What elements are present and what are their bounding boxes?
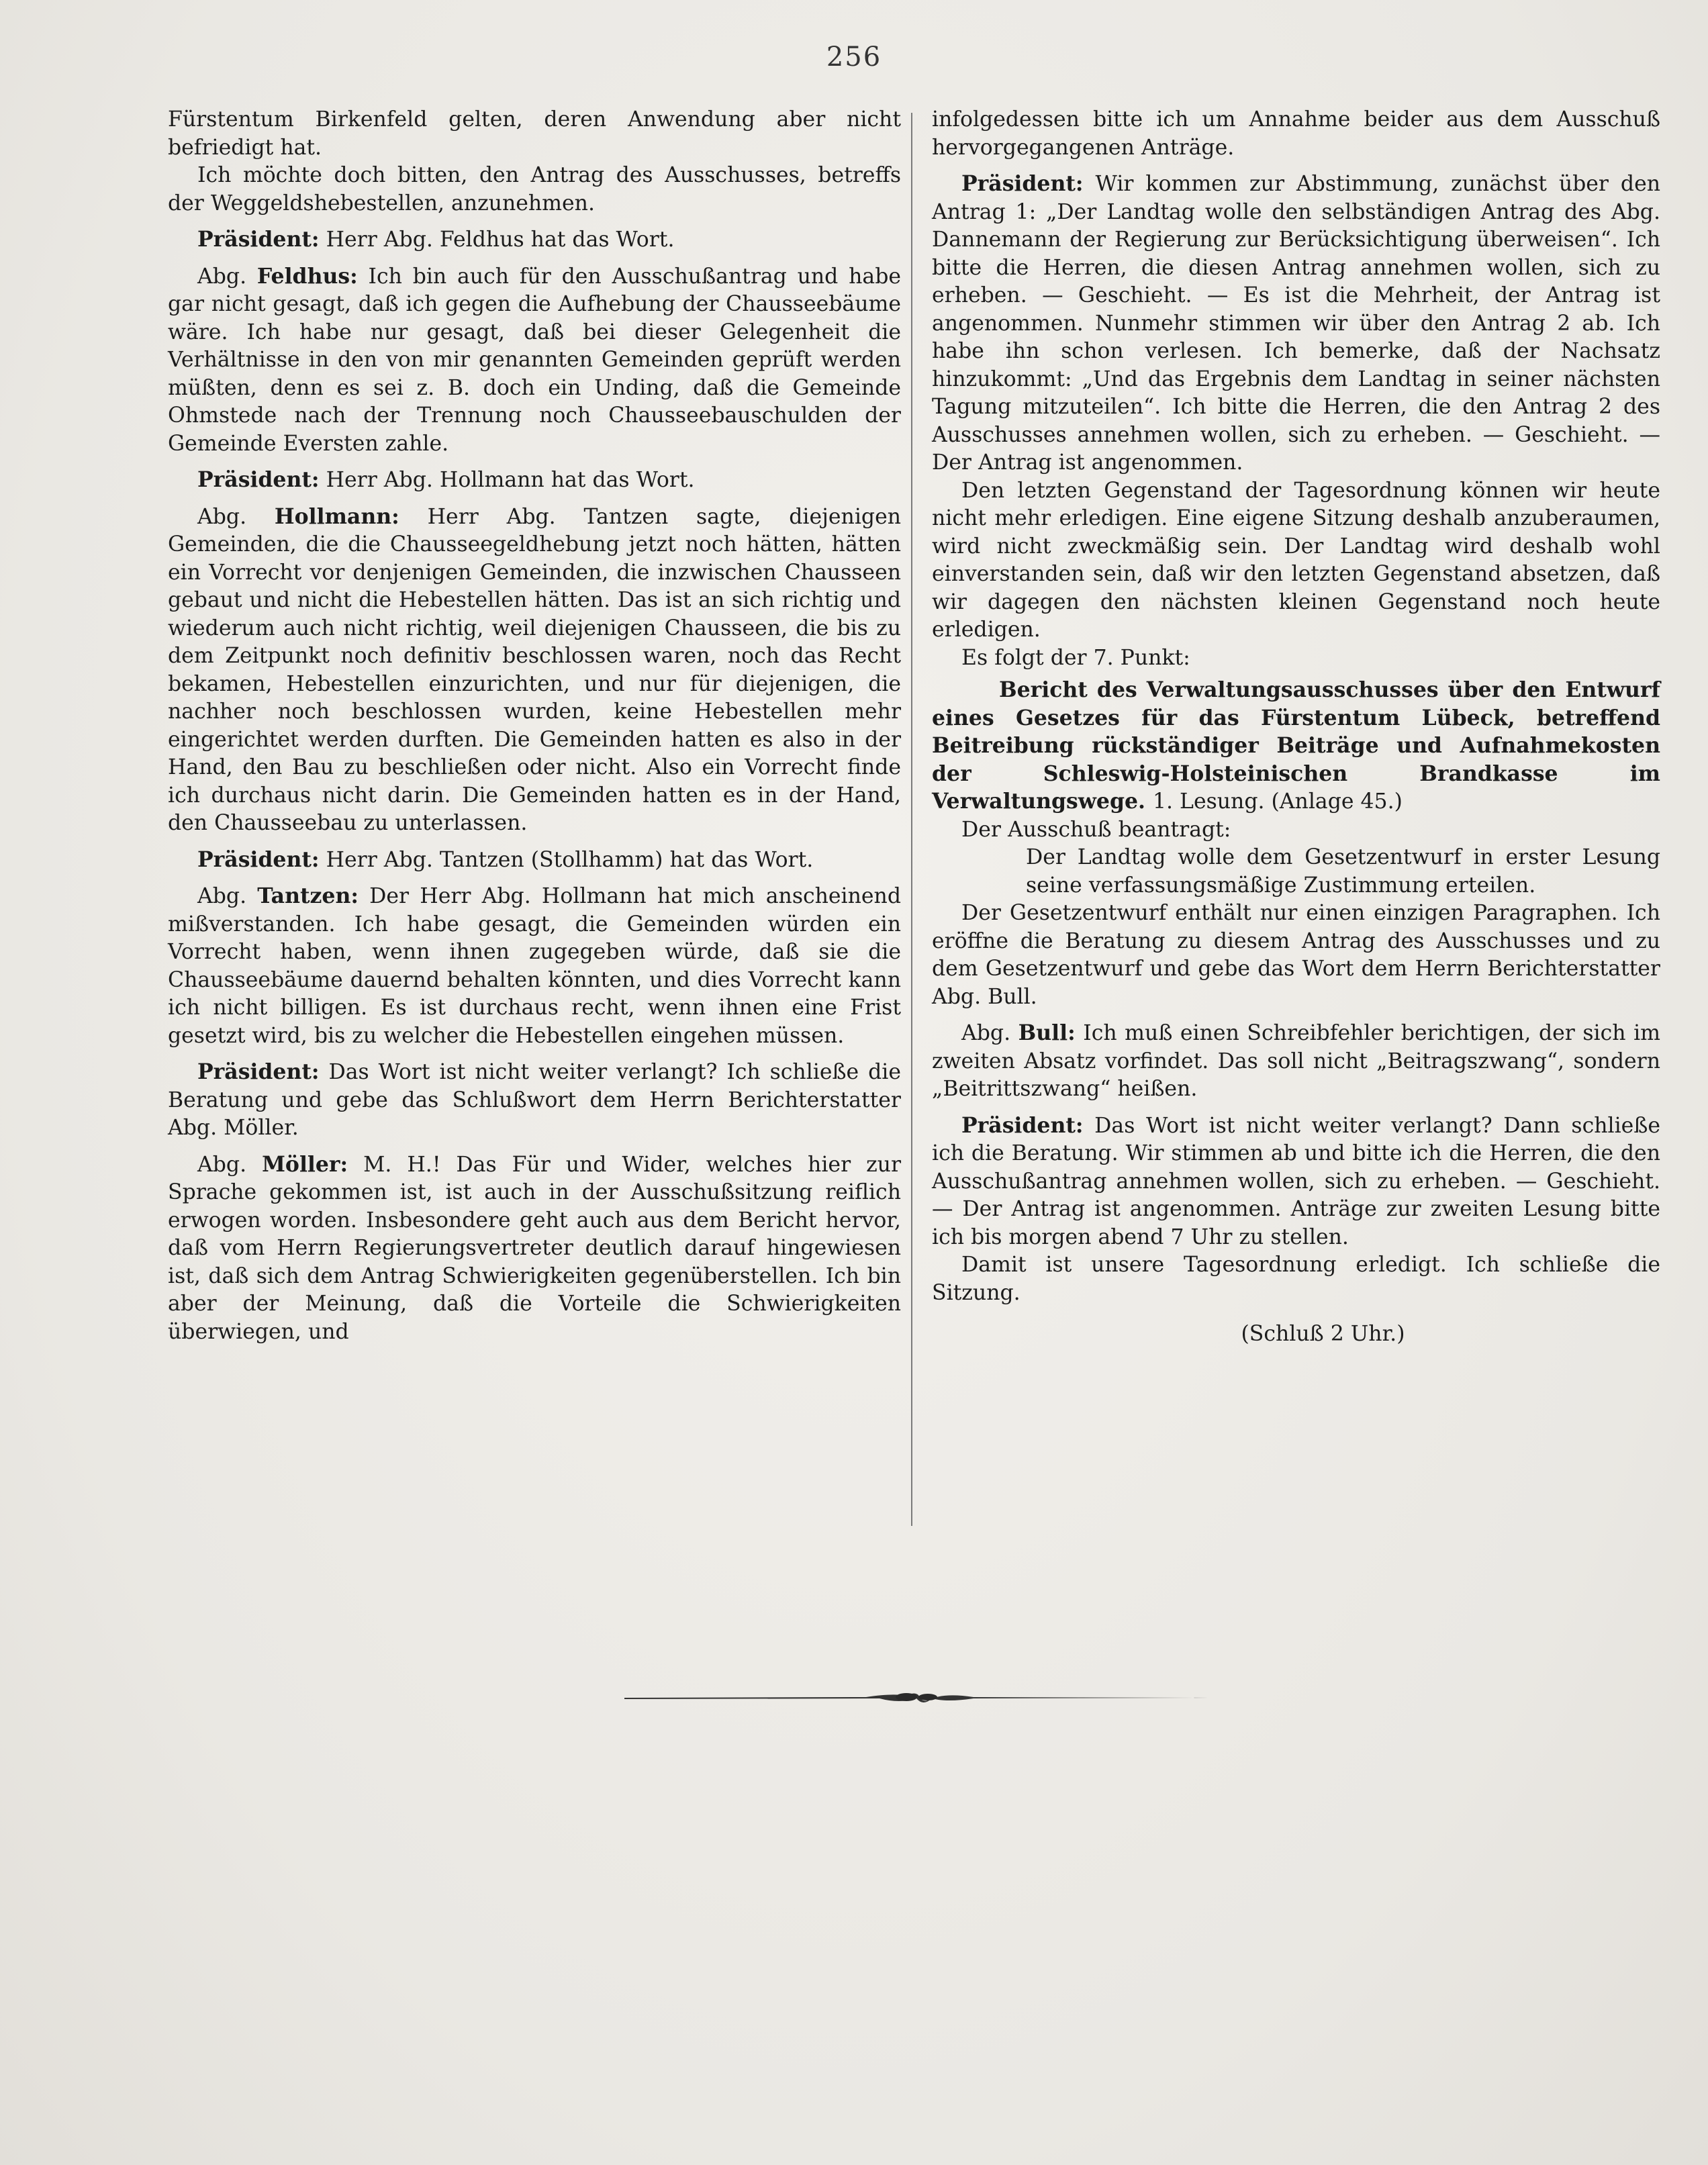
agenda-heading-text: Bericht des Verwaltungsausschusses über den Entwurf eines Gesetzes für das Fürstentum Lübeck, betreffend Beitreibung rückständiger Beiträge und Aufnahmekosten der Schleswig-Holsteinischen Brandkasse im Verwaltungswege.: [932, 677, 1660, 814]
paragraph: Es folgt der 7. Punkt:: [961, 645, 1190, 670]
speaker-prefix: Abg.: [197, 264, 247, 289]
speaker-name: Hollmann:: [274, 503, 399, 529]
column-divider: [911, 113, 912, 1526]
speech-paragraph: [168, 846, 901, 875]
left-column: [168, 106, 901, 1346]
speech-paragraph: [168, 1058, 901, 1143]
speech-text: Das Wort ist nicht weiter verlangt? Ich schließe die Beratung und gebe das Schlußwort dem Herrn Berichterstatter Abg. Möller.: [168, 1060, 901, 1140]
speech-text: Das Wort ist nicht weiter verlangt? Dann schließe ich die Beratung. Wir stimmen ab und bitte ich die Herren, die den Ausschußantrag annehmen wollen, sich zu erheben. — Geschieht. — Der Antrag ist angenommen. Anträge zur zweiten Lesung bitte ich bis morgen abend 7 Uhr zu stellen.: [932, 1113, 1661, 1249]
speech-text: M. H.! Das Für und Wider, welches hier zur Sprache gekommen ist, ist auch in der Ausschußsitzung reiflich erwogen worden. Insbesondere geht auch aus dem Bericht hervor, daß vom Herrn Regierungsvertreter deutlich darauf hingewiesen ist, daß sich dem Antrag Schwierigkeiten gegenüberstellen. Ich bin aber der Meinung, daß die Vorteile die Schwierigkeiten überwiegen, und: [168, 1152, 902, 1344]
speaker-name: Möller:: [262, 1151, 348, 1177]
speech-text: Ich bin auch für den Ausschußantrag und habe gar nicht gesagt, daß ich gegen die Aufhebung der Chausseebäume wäre. Ich habe nur gesagt, daß bei dieser Gelegenheit die Verhältnisse in den von mir genannten Gemeinden geprüft werden müßten, denn es sei z. B. doch ein Unding, daß die Gemeinde Ohmstede nach der Trennung noch Chausseebauschulden der Gemeinde Eversten zahle.: [168, 264, 902, 456]
speaker-prefix: Abg.: [197, 884, 247, 908]
paragraph: Der Ausschuß beantragt:: [961, 817, 1231, 842]
speech-text: Ich muß einen Schreibfehler berichtigen, der sich im zweiten Absatz vorfindet. Das soll nicht „Beitragszwang“, sondern „Beitrittszwang“ heißen.: [932, 1021, 1661, 1101]
speech-paragraph: [168, 262, 901, 459]
speech-text: Herr Abg. Hollmann hat das Wort.: [326, 468, 695, 492]
paragraph: Den letzten Gegenstand der Tagesordnung können wir heute nicht mehr erledigen. Eine eigene Sitzung deshalb anzuberaumen, wird nicht zweckmäßig sein. Der Landtag wird deshalb wohl einverstanden sein, daß wir den letzten Gegenstand absetzen, daß wir dagegen den nächsten kleinen Gegenstand noch heute erledigen.: [932, 478, 1660, 642]
speech-text: Der Herr Abg. Hollmann hat mich anscheinend mißverstanden. Ich habe gesagt, die Gemeinden würden ein Vorrecht haben, wenn ihnen zugegeben würde, daß sie die Chausseebäume dauernd behalten könnten, und dies Vorrecht kann ich nicht billigen. Es ist durchaus recht, wenn ihnen eine Frist gesetzt wird, bis zu welcher die Hebestellen eingehen müssen.: [168, 884, 902, 1048]
paragraph: Der Gesetzentwurf enthält nur einen einzigen Paragraphen. Ich eröffne die Beratung zu diesem Antrag des Ausschusses und zu dem Gesetzentwurf und gebe das Wort dem Herrn Berichterstatter Abg. Bull.: [932, 901, 1660, 1009]
speaker-prefix: Abg.: [197, 504, 247, 529]
paragraph: Damit ist unsere Tagesordnung erledigt. Ich schließe die Sitzung.: [932, 1253, 1660, 1305]
speech-text: Wir kommen zur Abstimmung, zunächst über den Antrag 1: „Der Landtag wolle den selbständigen Antrag des Abg. Dannemann der Regierung zur Berücksichtigung überweisen“. Ich bitte die Herren, die diesen Antrag annehmen wollen, sich zu erheben. — Geschieht. — Es ist die Mehrheit, der Antrag ist angenommen. Nunmehr stimmen wir über den Antrag 2 ab. Ich habe ihn schon verlesen. Ich bemerke, daß der Nachsatz hinzukommt: „Und das Ergebnis dem Landtag in seiner nächsten Tagung mitzuteilen“. Ich bitte die Herren, die den Antrag 2 des Ausschusses annehmen wollen, sich zu erheben. — Geschieht. — Der Antrag ist angenommen.: [932, 172, 1661, 475]
speaker-name: Präsident:: [961, 1112, 1084, 1138]
speaker-prefix: Abg.: [961, 1021, 1011, 1045]
agenda-heading-tail: 1. Lesung. (Anlage 45.): [1152, 789, 1403, 814]
speech-text: Herr Abg. Tantzen sagte, diejenigen Gemeinden, die die Chausseegeldhebung jetzt noch hätten, hätten ein Vorrecht vor denjenigen Gemeinden, die inzwischen Chausseen gebaut und nicht die Hebestellen hätten. Das ist an sich richtig und wiederum auch nicht richtig, weil diejenigen Chausseen, die bis zu dem Zeitpunkt noch definitiv beschlossen waren, noch das Recht bekamen, Hebestellen einzurichten, und nur für diejenigen, die nachher noch beschlossen wurden, keine Hebestellen mehr eingerichtet werden durften. Die Gemeinden hatten es also in der Hand, den Bau zu beschließen oder nicht. Also ein Vorrecht finde ich durchaus nicht darin. Die Gemeinden hatten es in der Hand, den Chausseebau zu unterlassen.: [168, 504, 902, 835]
speaker-name: Präsident:: [197, 227, 320, 252]
speech-paragraph: [168, 466, 901, 495]
session-closing: (Schluß 2 Uhr.): [1241, 1322, 1405, 1346]
speech-paragraph: [168, 503, 901, 838]
speech-paragraph: [932, 1019, 1660, 1104]
paragraph: Ich möchte doch bitten, den Antrag des Ausschusses, betreffs der Weggeldshebestellen, anzunehmen.: [168, 163, 901, 215]
agenda-heading: [932, 676, 1660, 816]
paragraph-continued: Fürstentum Birkenfeld gelten, deren Anwendung aber nicht befriedigt hat.: [168, 107, 901, 160]
speech-paragraph: [932, 170, 1660, 477]
speech-paragraph: [168, 882, 901, 1050]
page-number: 256: [826, 42, 882, 73]
ornament-divider-icon: [624, 1684, 1208, 1711]
paragraph-continued: infolgedessen bitte ich um Annahme beider aus dem Ausschuß hervorgegangenen Anträge.: [932, 107, 1660, 160]
speaker-name: Präsident:: [197, 1059, 320, 1084]
speaker-name: Bull:: [1018, 1020, 1076, 1045]
speaker-name: Tantzen:: [257, 883, 359, 908]
speaker-name: Präsident:: [961, 171, 1084, 196]
speech-paragraph: [168, 1151, 901, 1347]
speech-text: Herr Abg. Tantzen (Stollhamm) hat das Wort.: [326, 847, 814, 872]
speech-paragraph: [932, 1112, 1660, 1252]
speaker-name: Feldhus:: [256, 263, 358, 289]
speaker-name: Präsident:: [197, 467, 320, 492]
speaker-name: Präsident:: [197, 847, 320, 872]
speaker-prefix: Abg.: [197, 1152, 247, 1177]
speech-text: Herr Abg. Feldhus hat das Wort.: [326, 228, 675, 252]
motion-quote: Der Landtag wolle dem Gesetzentwurf in erster Lesung seine verfassungsmäßige Zustimmung erteilen.: [1026, 845, 1660, 898]
speech-paragraph: [168, 226, 901, 254]
right-column: [932, 106, 1660, 1349]
